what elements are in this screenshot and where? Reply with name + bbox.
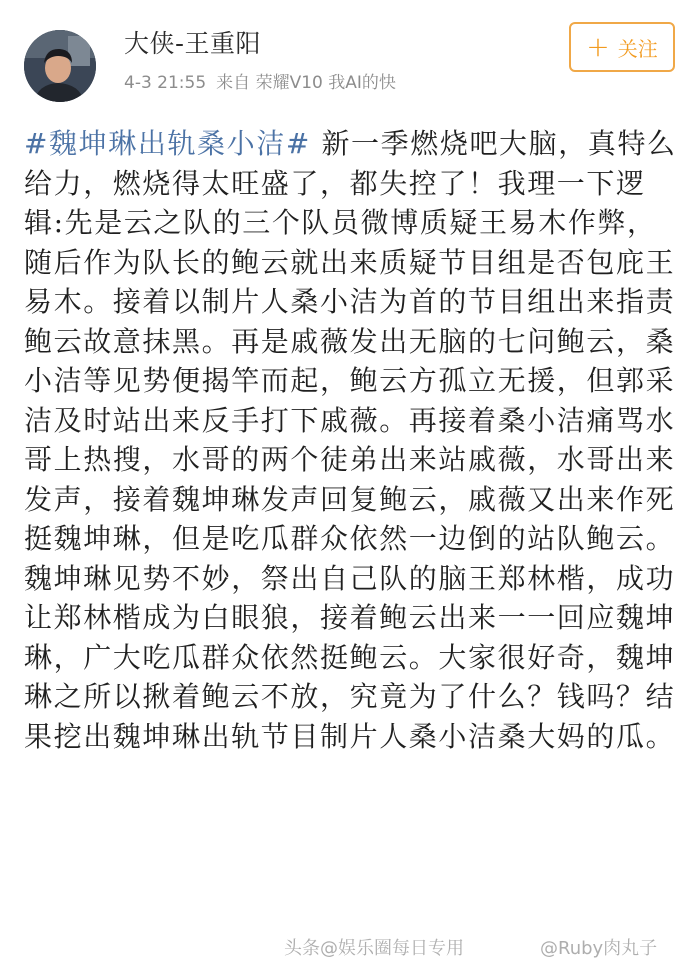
source-device[interactable]: 荣耀V10 我AI的快 — [255, 73, 396, 93]
post-body — [24, 124, 678, 756]
source-prefix: 来自 — [216, 73, 251, 93]
post-meta — [124, 72, 396, 94]
watermark-left: 头条@娱乐圈每日专用 — [284, 938, 464, 959]
post-header — [0, 0, 700, 110]
watermark-right: @Ruby肉丸子 — [540, 938, 658, 959]
hashtag-link[interactable]: #魏坤琳出轨桑小洁# — [24, 127, 311, 160]
follow-button[interactable] — [569, 22, 675, 72]
post-text: 新一季燃烧吧大脑，真特么给力，燃烧得太旺盛了，都失控了！我理一下逻辑:先是云之队的三个队员微博质疑王易木作弊，随后作为队长的鲍云就出来质疑节目组是否包庇王易木。接着以制片人桑小洁为首的节目组出来指责鲍云故意抹黑。再是戚薇发出无脑的七问鲍云，桑小洁等见势便揭竿而起，鲍云方孤立无援，但郭采洁及时站出来反手打下戚薇。再接着桑小洁痛骂水哥上热搜，水哥的两个徒弟出来站戚薇，水哥出来发声，接着魏坤琳发声回复鲍云，戚薇又出来作死挺魏坤琳，但是吃瓜群众依然一边倒的站队鲍云。魏坤琳见势不妙，祭出自己队的脑王郑林楷，成功让郑林楷成为白眼狼，接着鲍云出来一一回应魏坤琳，广大吃瓜群众依然挺鲍云。大家很好奇，魏坤琳之所以揪着鲍云不放，究竟为了什么？钱吗？结果挖出魏坤琳出轨节目制片人桑小洁桑大妈的瓜。 — [24, 127, 677, 753]
plus-icon: + — [586, 30, 610, 63]
follow-button-label: 关注 — [617, 36, 658, 61]
post-time: 4-3 21:55 — [124, 73, 207, 93]
username[interactable]: 大侠-王重阳 — [124, 29, 262, 58]
avatar[interactable] — [24, 30, 96, 102]
avatar-image — [24, 30, 96, 102]
